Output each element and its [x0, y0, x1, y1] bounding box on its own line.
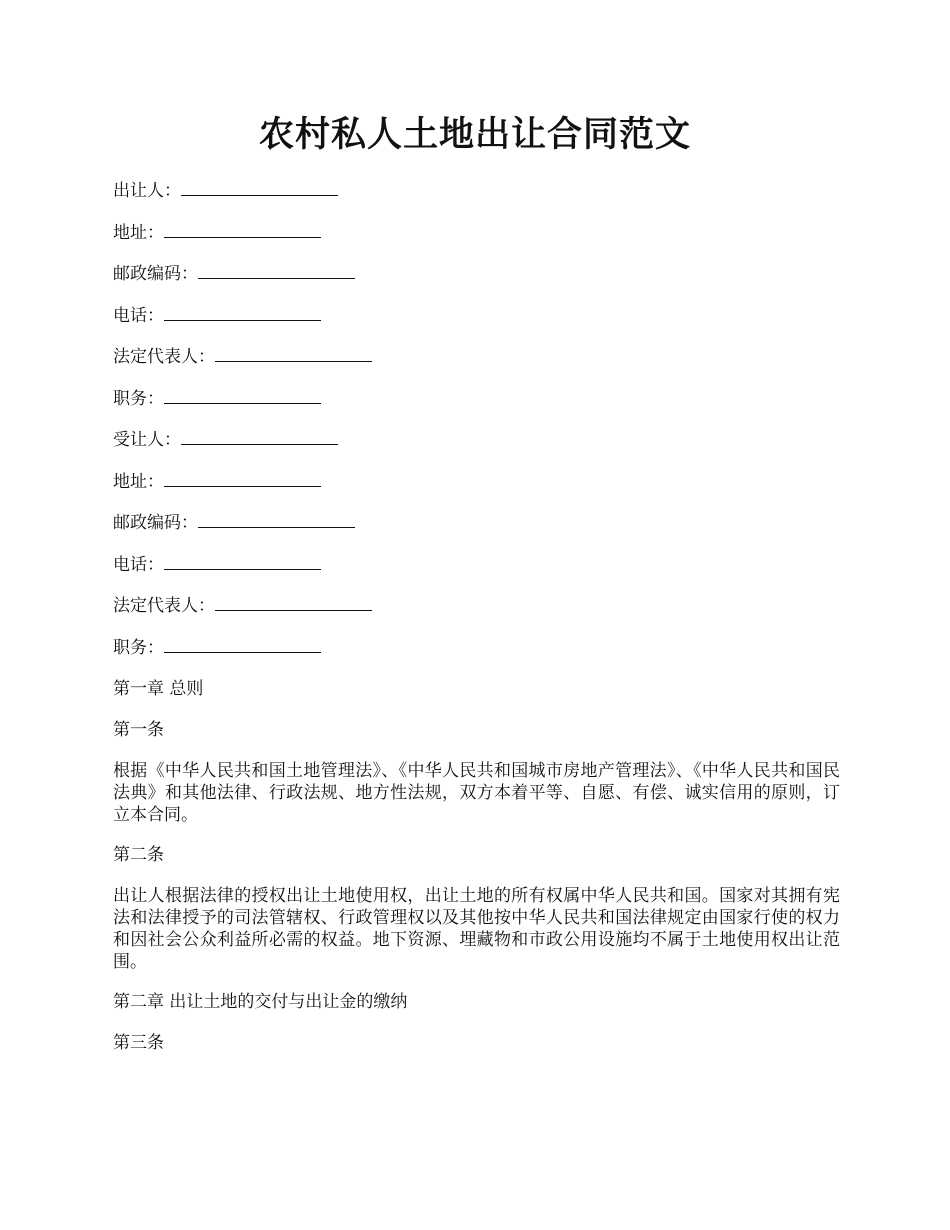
fill-in-blank: [215, 595, 372, 611]
grantor-name-field: [113, 180, 840, 202]
fill-in-blank: [215, 346, 372, 362]
field-label: 电话：: [113, 305, 164, 326]
fill-in-blank: [181, 180, 338, 196]
fill-in-blank: [198, 263, 355, 279]
grantee-address-field: [113, 471, 840, 493]
chapter-2-heading: 第二章 出让土地的交付与出让金的缴纳: [113, 992, 408, 1012]
fill-in-blank: [164, 388, 321, 404]
chapter-1-heading: 第一章 总则: [113, 679, 204, 699]
field-label: 法定代表人：: [113, 347, 215, 367]
grantor-postcode-field: [113, 263, 840, 285]
field-label: 职务：: [113, 388, 164, 409]
fill-in-blank: [164, 554, 321, 570]
grantee-name-field: [113, 429, 840, 451]
field-label: 邮政编码：: [113, 264, 198, 284]
fill-in-blank: [181, 429, 338, 445]
article-3-heading: 第三条: [113, 1033, 164, 1053]
document-title: 农村私人土地出让合同范文: [258, 114, 691, 155]
grantee-position-field: [113, 637, 840, 659]
fill-in-blank: [164, 471, 321, 487]
field-label: 职务：: [113, 637, 164, 658]
grantor-representative-field: [113, 346, 840, 368]
article-1-heading: 第一条: [113, 720, 164, 740]
article-2-text: 出让人根据法律的授权出让土地使用权，出让土地的所有权属中华人民共和国。国家对其拥有宪法和法律授予的司法管辖权、行政管理权以及其他按中华人民共和国法律规定由国家行使的权力和因社会公众利益所必需的权益。地下资源、埋藏物和市政公用设施均不属于土地使用权出让范围。: [113, 886, 840, 972]
field-label: 电话：: [113, 554, 164, 575]
field-label: 地址：: [113, 222, 164, 243]
document-body: [113, 180, 840, 1073]
grantor-phone-field: [113, 305, 840, 327]
article-2-heading: 第二条: [113, 845, 164, 865]
field-label: 法定代表人：: [113, 596, 215, 616]
fill-in-blank: [164, 305, 321, 321]
fill-in-blank: [164, 637, 321, 653]
field-label: 邮政编码：: [113, 513, 198, 533]
fill-in-blank: [198, 512, 355, 528]
field-label: 受让人：: [113, 430, 181, 450]
article-1-text: 根据《中华人民共和国土地管理法》、《中华人民共和国城市房地产管理法》、《中华人民共和国民法典》和其他法律、行政法规、地方性法规，双方本着平等、自愿、有偿、诚实信用的原则，订立本合同。: [113, 761, 840, 825]
grantee-representative-field: [113, 595, 840, 617]
field-label: 地址：: [113, 471, 164, 492]
grantee-postcode-field: [113, 512, 840, 534]
fill-in-blank: [164, 222, 321, 238]
grantor-address-field: [113, 222, 840, 244]
field-label: 出让人：: [113, 181, 181, 201]
grantee-phone-field: [113, 554, 840, 576]
grantor-position-field: [113, 388, 840, 410]
